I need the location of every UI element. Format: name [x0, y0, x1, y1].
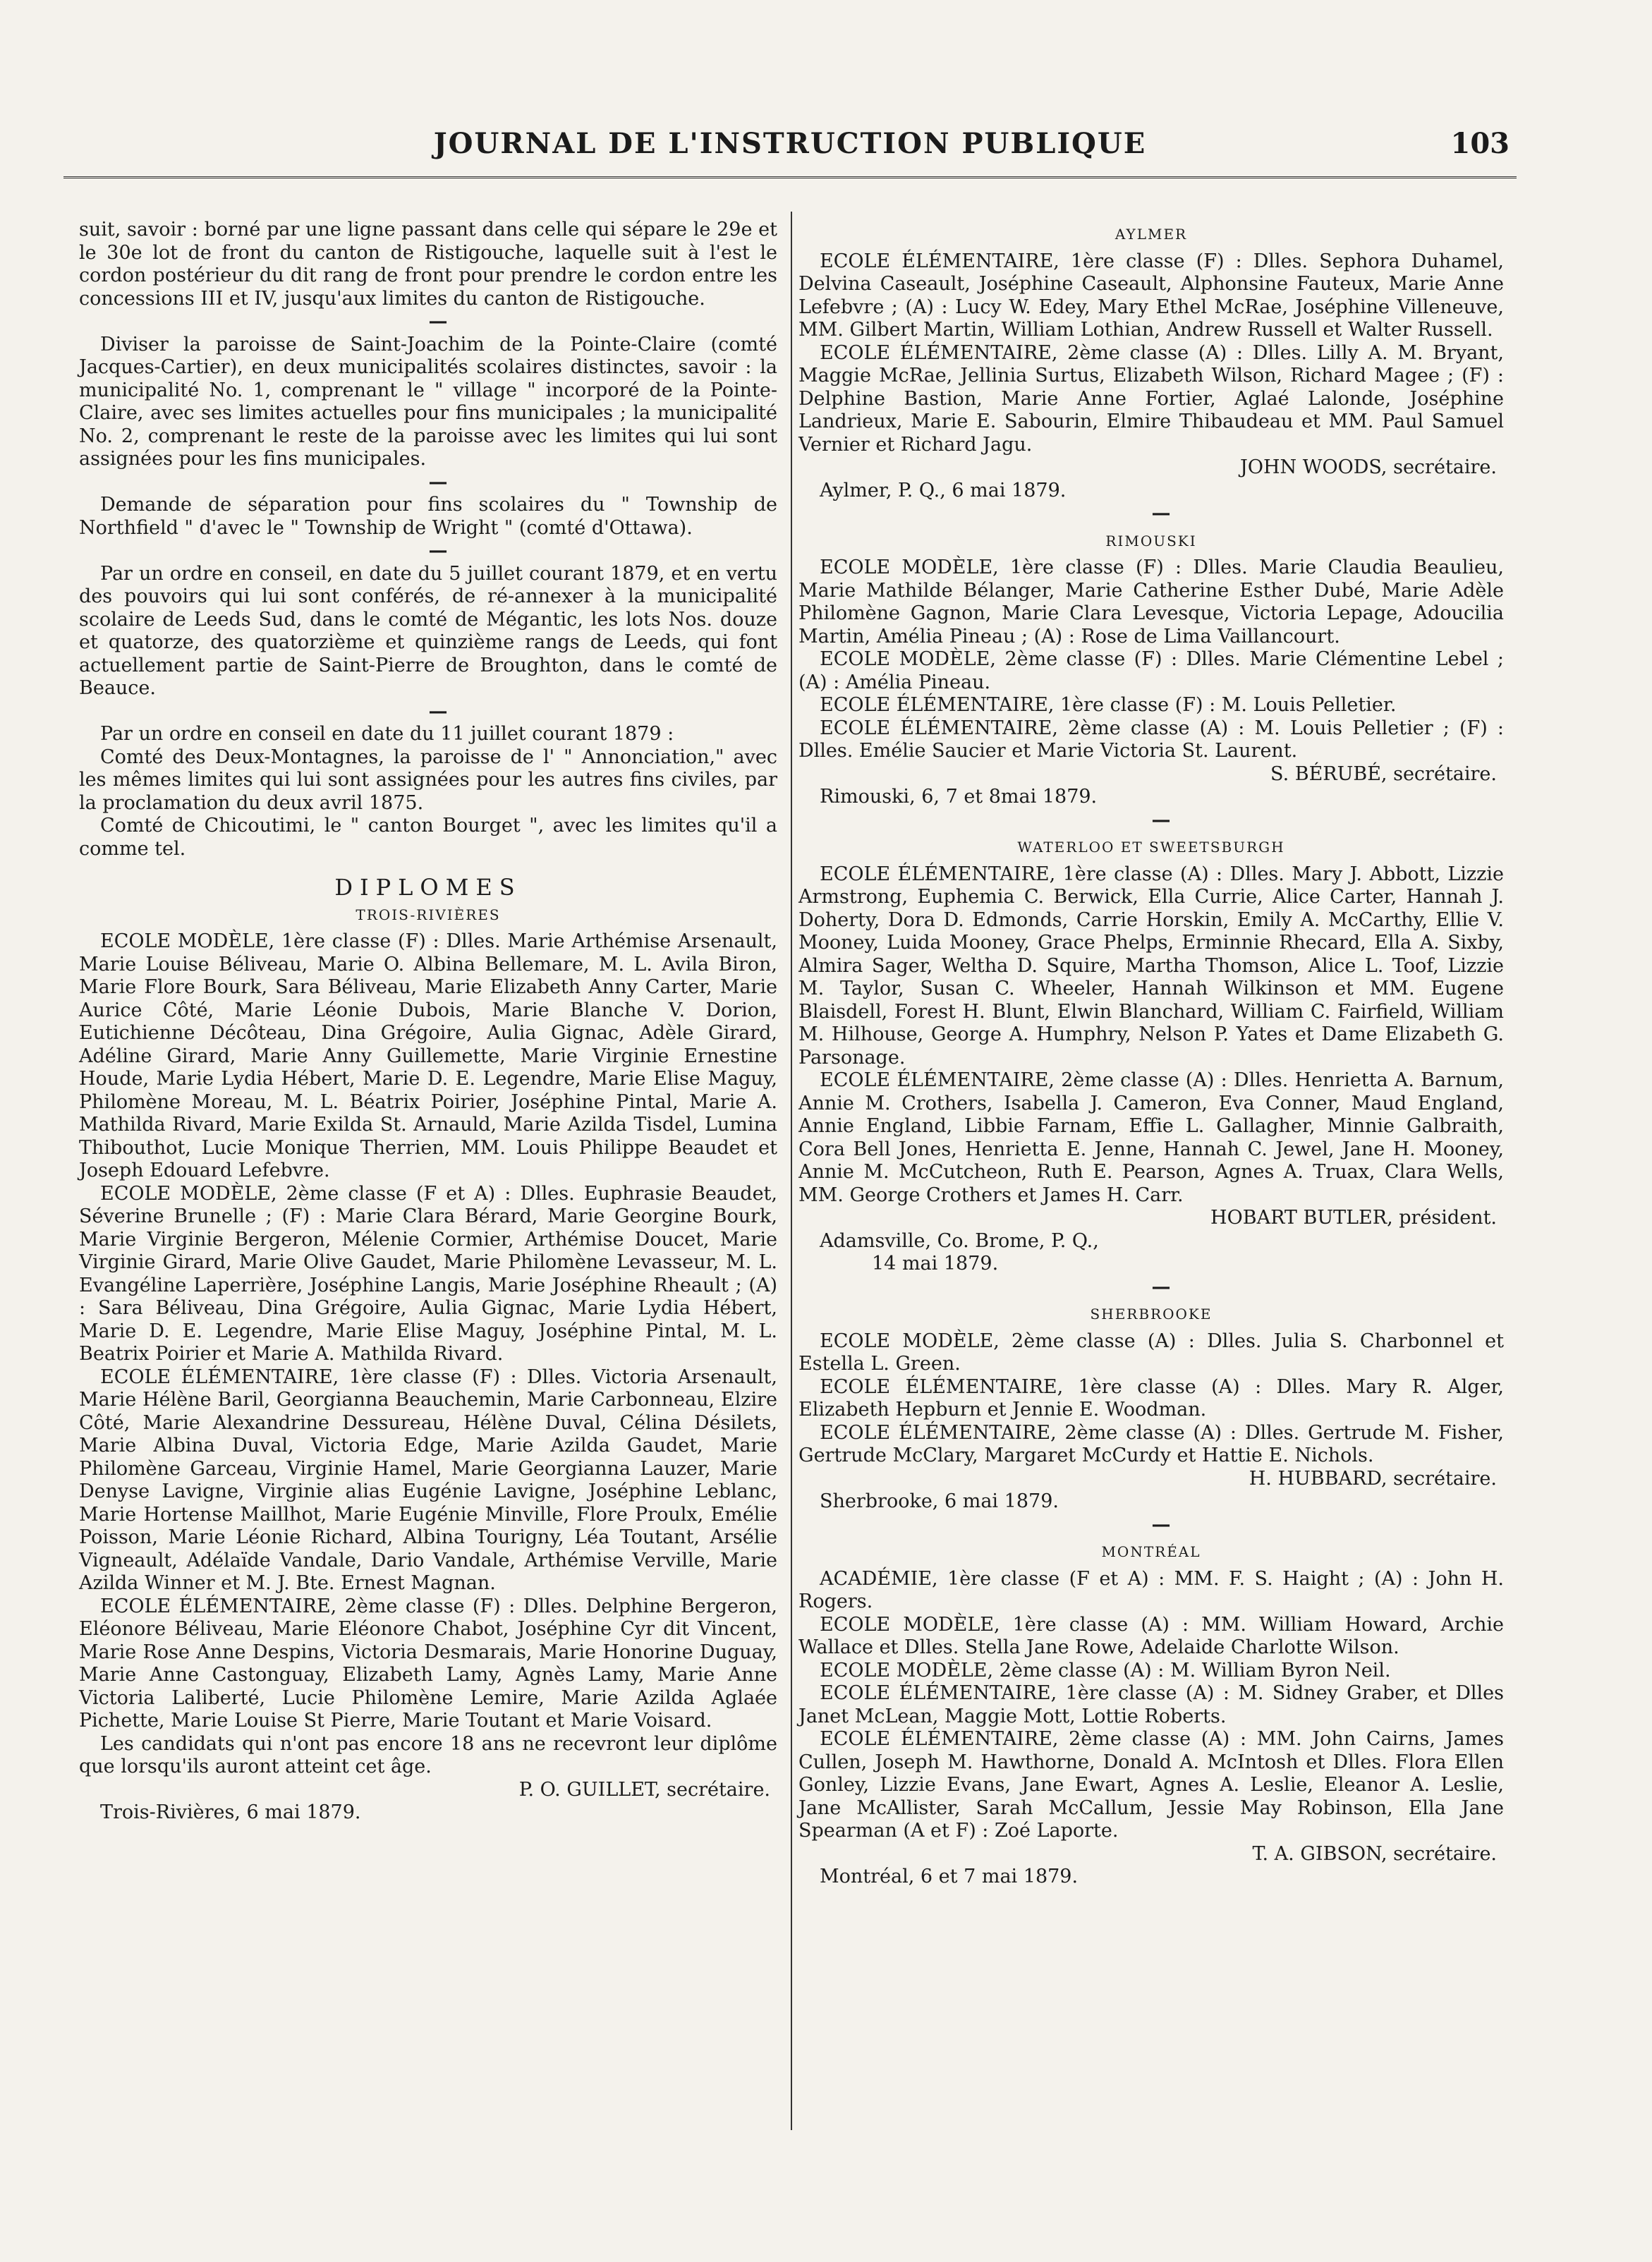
paragraph: Comté des Deux-Montagnes, la paroisse de l' " Annonciation," avec les mêmes limites qui lui sont assignées pour les autres fins civiles, par la proclamation du deux avril 1875. — [79, 746, 777, 814]
region-heading-trois-rivieres: TROIS-RIVIÈRES — [356, 906, 501, 923]
paragraph: Comté de Chicoutimi, le " canton Bourget ", avec les limites qu'il a comme tel. — [79, 815, 777, 860]
place-date: Sherbrooke, 6 mai 1879. — [820, 1490, 1059, 1512]
region-heading-rimouski: RIMOUSKI — [1105, 532, 1197, 549]
paragraph: ECOLE MODÈLE, 2ème classe (F) : Dlles. Marie Clémentine Lebel ; (A) : Amélia Pineau. — [798, 648, 1504, 693]
paragraph: ECOLE ÉLÉMENTAIRE, 1ère classe (F) : M. Louis Pelletier. — [820, 694, 1397, 716]
paragraph: Les candidats qui n'ont pas encore 18 ans ne recevront leur diplôme que lorsqu'ils auront atteint cet âge. — [79, 1732, 777, 1777]
paragraph: ECOLE ÉLÉMENTAIRE, 2ème classe (A) : Dlles. Lilly A. M. Bryant, Maggie McRae, Jellinia Surtus, Elizabeth Wilson, Richard Magee ; (F) : Delphine Bastion, Marie Anne Fortier, Aglaé Lalonde, Joséphine Landrieux, Marie E. Sabourin, Elmire Thibaudeau et MM. Paul Samuel Vernier et Richard Jagu. — [798, 341, 1504, 456]
paragraph: ECOLE MODÈLE, 2ème classe (A) : Dlles. Julia S. Charbonnel et Estella L. Green. — [798, 1330, 1504, 1375]
paragraph: ECOLE MODÈLE, 1ère classe (F) : Dlles. Marie Claudia Beaulieu, Marie Mathilde Bélanger, Marie Catherine Esther Dubé, Marie Adèle Philomène Gagnon, Marie Clara Levesque, Victoria Lepage, Adoucilia Martin, Amélia Pineau ; (A) : Rose de Lima Vaillancourt. — [798, 557, 1504, 647]
separator-dash: — — [428, 310, 449, 332]
paragraph: ECOLE ÉLÉMENTAIRE, 2ème classe (A) : MM. John Cairns, James Cullen, Joseph M. Hawthorne, Donald A. McIntosh et Dlles. Flora Ellen Gonley, Lizzie Evans, Jane Ewart, Agnes A. Leslie, Eleanor A. Leslie, Jane McAllister, Sarah McCallum, Jessie May Robinson, Ella Jane Spearman (A et F) : Zoé Laporte. — [798, 1728, 1504, 1842]
page-header — [63, 127, 1517, 169]
paragraph: ECOLE MODÈLE, 2ème classe (A) : M. William Byron Neil. — [820, 1659, 1391, 1682]
left-column — [79, 219, 777, 1825]
paragraph: ECOLE ÉLÉMENTAIRE, 2ème classe (F) : Dlles. Delphine Bergeron, Eléonore Béliveau, Marie Eléonore Chabot, Joséphine Cyr dit Vincent, Marie Rose Anne Despins, Victoria Desmarais, Marie Honorine Duguay, Marie Anne Castonguay, Elizabeth Lamy, Agnès Lamy, Marie Anne Victoria Laliberté, Lucie Philomène Lemire, Marie Azilda Aglaée Pichette, Marie Louise St Pierre, Marie Toutant et Marie Voisard. — [79, 1595, 777, 1732]
paragraph: Diviser la paroisse de Saint-Joachim de la Pointe-Claire (comté Jacques-Cartier), en deux municipalités scolaires distinctes, savoir : la municipalité No. 1, comprenant le " village " incorporé de la Pointe-Claire, avec ses limites actuelles pour fins municipales ; la municipalité No. 2, comprenant le reste de la paroisse avec les limites qui lui sont assignées pour les fins municipales. — [79, 333, 777, 470]
paragraph: ECOLE ÉLÉMENTAIRE, 1ère classe (F) : Dlles. Sephora Duhamel, Delvina Caseault, Joséphine Caseault, Alphonsine Fauteux, Marie Anne Lefebvre ; (A) : Lucy W. Edey, Mary Ethel McRae, Joséphine Villeneuve, MM. Gilbert Martin, William Lothian, Andrew Russell et Walter Russell. — [798, 250, 1504, 341]
separator-dash: — — [1151, 1275, 1172, 1298]
right-column — [798, 219, 1504, 1889]
paragraph: ECOLE MODÈLE, 1ère classe (A) : MM. William Howard, Archie Wallace et Dlles. Stella Jane Rowe, Adelaide Charlotte Wilson. — [798, 1613, 1504, 1658]
paragraph: ECOLE ÉLÉMENTAIRE, 1ère classe (A) : Dlles. Mary R. Alger, Elizabeth Hepburn et Jennie E. Woodman. — [798, 1375, 1504, 1421]
separator-dash: — — [428, 540, 449, 561]
place-date: Montréal, 6 et 7 mai 1879. — [820, 1866, 1079, 1887]
paragraph: Par un ordre en conseil, en date du 5 juillet courant 1879, et en vertu des pouvoirs qui lui sont conférés, de ré-annexer à la municipalité scolaire de Leeds Sud, dans le comté de Mégantic, les lots Nos. douze et quatorze, des quatorzième et quinzième rangs de Leeds, qui font actuellement partie de Saint-Pierre de Broughton, dans le comté de Beauce. — [79, 562, 777, 699]
separator-dash: — — [1151, 1513, 1172, 1536]
section-heading-diplomes: DIPLOMES — [334, 874, 522, 901]
paragraph: ACADÉMIE, 1ère classe (F et A) : MM. F. S. Haight ; (A) : John H. Rogers. — [798, 1567, 1504, 1612]
column-divider — [791, 212, 792, 2130]
paragraph: Demande de séparation pour fins scolaires du " Township de Northfield " d'avec le " Township de Wright " (comté d'Ottawa). — [79, 494, 777, 539]
region-heading-waterloo: WATERLOO ET SWEETSBURGH — [1017, 839, 1285, 856]
signature: HOBART BUTLER, président. — [1210, 1207, 1497, 1229]
place-date: Trois-Rivières, 6 mai 1879. — [100, 1801, 361, 1823]
region-heading-montreal: MONTRÉAL — [1101, 1543, 1201, 1560]
paragraph: ECOLE ÉLÉMENTAIRE, 2ème classe (A) : M. Louis Pelletier ; (F) : Dlles. Emélie Saucier et Marie Victoria St. Laurent. — [798, 717, 1504, 762]
paragraph: ECOLE ÉLÉMENTAIRE, 2ème classe (A) : Dlles. Gertrude M. Fisher, Gertrude McClary, Margaret McCurdy et Hattie E. Nichols. — [798, 1421, 1504, 1466]
signature: JOHN WOODS, secrétaire. — [1240, 456, 1497, 478]
place-date: Rimouski, 6, 7 et 8mai 1879. — [820, 786, 1098, 808]
paragraph: Par un ordre en conseil en date du 11 juillet courant 1879 : — [100, 723, 674, 745]
paragraph: ECOLE ÉLÉMENTAIRE, 1ère classe (F) : Dlles. Victoria Arsenault, Marie Hélène Baril, Georgianna Beauchemin, Marie Carbonneau, Elzire Côté, Marie Alexandrine Dessureau, Hélène Duval, Célina Désilets, Marie Albina Duval, Victoria Edge, Marie Azilda Gaudet, Marie Philomène Garceau, Virginie Hamel, Marie Georgianna Lauzer, Marie Denyse Lavigne, Virginie alias Eugénie Lavigne, Joséphine Leblanc, Marie Hortense Maillhot, Marie Eugénie Minville, Flore Proulx, Emélie Poisson, Marie Léonie Richard, Albina Tourigny, Léa Toutant, Arsélie Vigneault, Adélaïde Vandale, Dario Vandale, Arthémise Verville, Marie Azilda Winner et M. J. Bte. Ernest Magnan. — [79, 1366, 777, 1594]
signature: S. BÉRUBÉ, secrétaire. — [1270, 762, 1497, 785]
signature: H. HUBBARD, secrétaire. — [1249, 1467, 1497, 1490]
place-date: Adamsville, Co. Brome, P. Q., — [820, 1229, 1099, 1252]
paragraph: ECOLE ÉLÉMENTAIRE, 1ère classe (A) : Dlles. Mary J. Abbott, Lizzie Armstrong, Euphemia C. Berwick, Ella Currie, Alice Carter, Hannah J. Doherty, Dora D. Edmonds, Carrie Horskin, Emily A. McCarthy, Ellie V. Mooney, Luida Mooney, Grace Phelps, Erminnie Rhecard, Ella A. Sixby, Almira Sager, Weltha D. Squire, Martha Thomson, Alice L. Toof, Lizzie M. Taylor, Susan C. Wheeler, Hannah Wilkinson et MM. Eugene Blaisdell, Forest H. Blunt, Elwin Blanchard, William C. Fairfield, William M. Hilhouse, George A. Humphry, Nelson P. Yates et Dame Elizabeth G. Parsonage. — [798, 863, 1504, 1069]
paragraph: ECOLE ÉLÉMENTAIRE, 2ème classe (A) : Dlles. Henrietta A. Barnum, Annie M. Crothers, Isabella J. Cameron, Eva Conner, Maud England, Annie England, Libbie Farnam, Effie L. Gallagher, Minnie Galbraith, Cora Bell Jones, Henrietta E. Jenne, Hannah C. Jewel, Jane H. Mooney, Annie M. McCutcheon, Ruth E. Pearson, Agnes A. Truax, Clara Wells, MM. George Crothers et James H. Carr. — [798, 1069, 1504, 1206]
separator-dash: — — [428, 470, 449, 493]
place-date: Aylmer, P. Q., 6 mai 1879. — [820, 479, 1067, 501]
region-heading-sherbrooke: SHERBROOKE — [1090, 1306, 1213, 1322]
region-heading-aylmer: AYLMER — [1115, 226, 1188, 243]
signature: P. O. GUILLET, secrétaire. — [518, 1778, 770, 1801]
separator-dash: — — [428, 700, 449, 722]
separator-dash: — — [1151, 502, 1172, 524]
separator-dash: — — [1151, 808, 1172, 831]
paragraph: suit, savoir : borné par une ligne passant dans celle qui sépare le 29e et le 30e lot de front du canton de Ristigouche, laquelle suit à l'est le cordon postérieur du dit rang de front pour prendre le cordon entre les concessions III et IV, jusqu'aux limites du canton de Ristigouche. — [79, 219, 777, 310]
journal-title: JOURNAL DE L'INSTRUCTION PUBLIQUE — [433, 127, 1147, 160]
paragraph: ECOLE ÉLÉMENTAIRE, 1ère classe (A) : M. Sidney Graber, et Dlles Janet McLean, Maggie Mott, Lottie Roberts. — [798, 1682, 1504, 1727]
page-number: 103 — [1450, 127, 1510, 160]
paragraph: ECOLE MODÈLE, 2ème classe (F et A) : Dlles. Euphrasie Beaudet, Séverine Brunelle ; (F) : Marie Clara Bérard, Marie Georgine Bourk, Marie Virginie Bergeron, Mélenie Cormier, Arthémise Doucet, Marie Virginie Girard, Marie Olive Gaudet, Marie Philomène Levasseur, M. L. Evangéline Laperrière, Joséphine Langis, Marie Joséphine Rheault ; (A) : Sara Béliveau, Dina Grégoire, Aulia Gignac, Marie Lydia Hébert, Marie D. E. Legendre, Marie Elise Maguy, Joséphine Pintal, M. L. Beatrix Poirier et Marie A. Mathilda Rivard. — [79, 1182, 777, 1365]
header-rule — [63, 176, 1517, 178]
place-date: 14 mai 1879. — [872, 1253, 999, 1275]
signature: T. A. GIBSON, secrétaire. — [1252, 1842, 1497, 1865]
paragraph: ECOLE MODÈLE, 1ère classe (F) : Dlles. Marie Arthémise Arsenault, Marie Louise Béliveau, Marie O. Albina Bellemare, M. L. Avila Biron, Marie Flore Bourk, Sara Béliveau, Marie Elizabeth Anny Carter, Marie Aurice Côté, Marie Léonie Dubois, Marie Blanche V. Dorion, Eutichienne Décôteau, Dina Grégoire, Aulia Gignac, Adèle Girard, Adéline Girard, Marie Anny Guillemette, Marie Virginie Ernestine Houde, Marie Lydia Hébert, Marie D. E. Legendre, Marie Elise Maguy, Philomène Moreau, M. L. Béatrix Poirier, Joséphine Pintal, Marie A. Mathilda Rivard, Marie Exilda St. Arnauld, Marie Azilda Tisdel, Lumina Thibouthot, Lucie Monique Therrien, MM. Louis Philippe Beaudet et Joseph Edouard Lefebvre. — [79, 930, 777, 1181]
